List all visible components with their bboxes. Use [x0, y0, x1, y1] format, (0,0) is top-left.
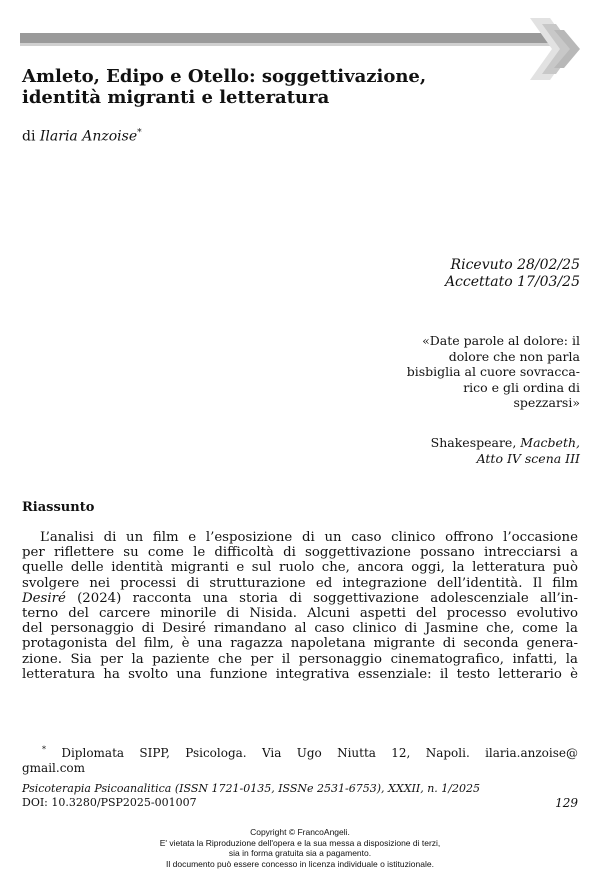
epigraph-quote — [380, 333, 580, 411]
header-rule-shadow — [20, 43, 550, 46]
abstract-line: del personaggio di Desiré rimandano al caso clinico di Jasmine che, come la — [22, 621, 578, 637]
copyright-line: E' vietata la Riproduzione dell'opera e la sua messa a disposizione di terzi, — [159, 837, 441, 848]
epigraph-line: spezzarsi» — [513, 395, 580, 410]
byline — [22, 128, 142, 145]
submission-dates — [445, 257, 580, 291]
abstract-line: terno del carcere minorile di Nisida. Alcuni aspetti del processo evolutivo — [22, 605, 578, 621]
abstract-heading: Riassunto — [22, 500, 95, 515]
epigraph-author: Shakespeare, — [430, 435, 517, 450]
epigraph-attribution — [380, 435, 580, 466]
title-line-1: Amleto, Edipo e Otello: soggettivazione, — [22, 66, 427, 87]
author-footnote — [22, 742, 578, 776]
epigraph-line: «Date parole al dolore: il — [422, 333, 580, 348]
abstract-line: per riflettere su come le difficoltà di soggettivazione possano intrecciarsi a — [22, 545, 578, 561]
epigraph-line: dolore che non parla — [448, 348, 580, 364]
abstract-line: svolgere nei processi di strutturazione ed integrazione dell’identità. Il film — [22, 575, 578, 591]
footnote-email-end: gmail.com — [22, 761, 86, 775]
abstract-line: L’analisi di un film e l’esposizione di un caso clinico offrono l’occasione — [40, 530, 578, 545]
abstract-line: letteratura ha svolto una funzione integrativa essenziale: il testo letterario è — [22, 666, 578, 682]
copyright-line: Copyright © FrancoAngeli. — [250, 827, 350, 837]
epigraph-line: rico e gli ordina di — [463, 379, 580, 395]
title-line-2: identità migranti e letteratura — [22, 87, 330, 108]
abstract-line: zione. Sia per la paziente che per il personaggio cinematografico, infatti, la — [22, 651, 578, 667]
abstract-line-with-film — [22, 591, 578, 606]
journal-info — [22, 782, 578, 810]
author-name: Ilaria Anzoise — [39, 128, 138, 145]
footnote-text: Diplomata SIPP, Psicologa. Via Ugo Niutta 12, Napoli. ilaria.anzoise@ — [61, 746, 578, 760]
article-title — [22, 66, 492, 108]
chevron-arrows-icon — [528, 16, 584, 82]
page-number: 129 — [555, 796, 578, 810]
abstract-line: (2024) racconta una storia di soggettivazione adolescenziale all’in- — [77, 590, 578, 606]
epigraph-line: bisbiglia al cuore sovracca- — [406, 364, 580, 379]
abstract-body — [22, 530, 578, 682]
accepted-date: Accettato 17/03/25 — [444, 274, 580, 290]
received-date: Ricevuto 28/02/25 — [450, 257, 580, 273]
copyright-line: sia in forma gratuita sia a pagamento. — [228, 848, 372, 859]
author-footnote-mark: * — [137, 128, 142, 138]
journal-source: Psicoterapia Psicoanalitica (ISSN 1721-0135, ISSNe 2531-6753), XXXII, n. 1/2025 — [22, 782, 480, 795]
abstract-line: quelle delle identità migranti e sul ruolo che, ancora oggi, la letteratura può — [22, 560, 578, 576]
copyright-line: Il documento può essere concesso in licenza individuale o istituzionale. — [166, 858, 434, 869]
header-rule — [20, 33, 550, 43]
footnote-mark: * — [42, 745, 46, 754]
epigraph-act: Atto IV scena III — [476, 450, 580, 466]
byline-prefix: di — [22, 128, 36, 145]
film-title: Desiré — [22, 590, 66, 606]
copyright-notice — [0, 827, 600, 869]
epigraph-work: Macbeth, — [520, 435, 580, 450]
abstract-line: protagonista del film, è una ragazza napoletana migrante di seconda genera- — [22, 636, 578, 652]
doi: DOI: 10.3280/PSP2025-001007 — [22, 796, 197, 809]
